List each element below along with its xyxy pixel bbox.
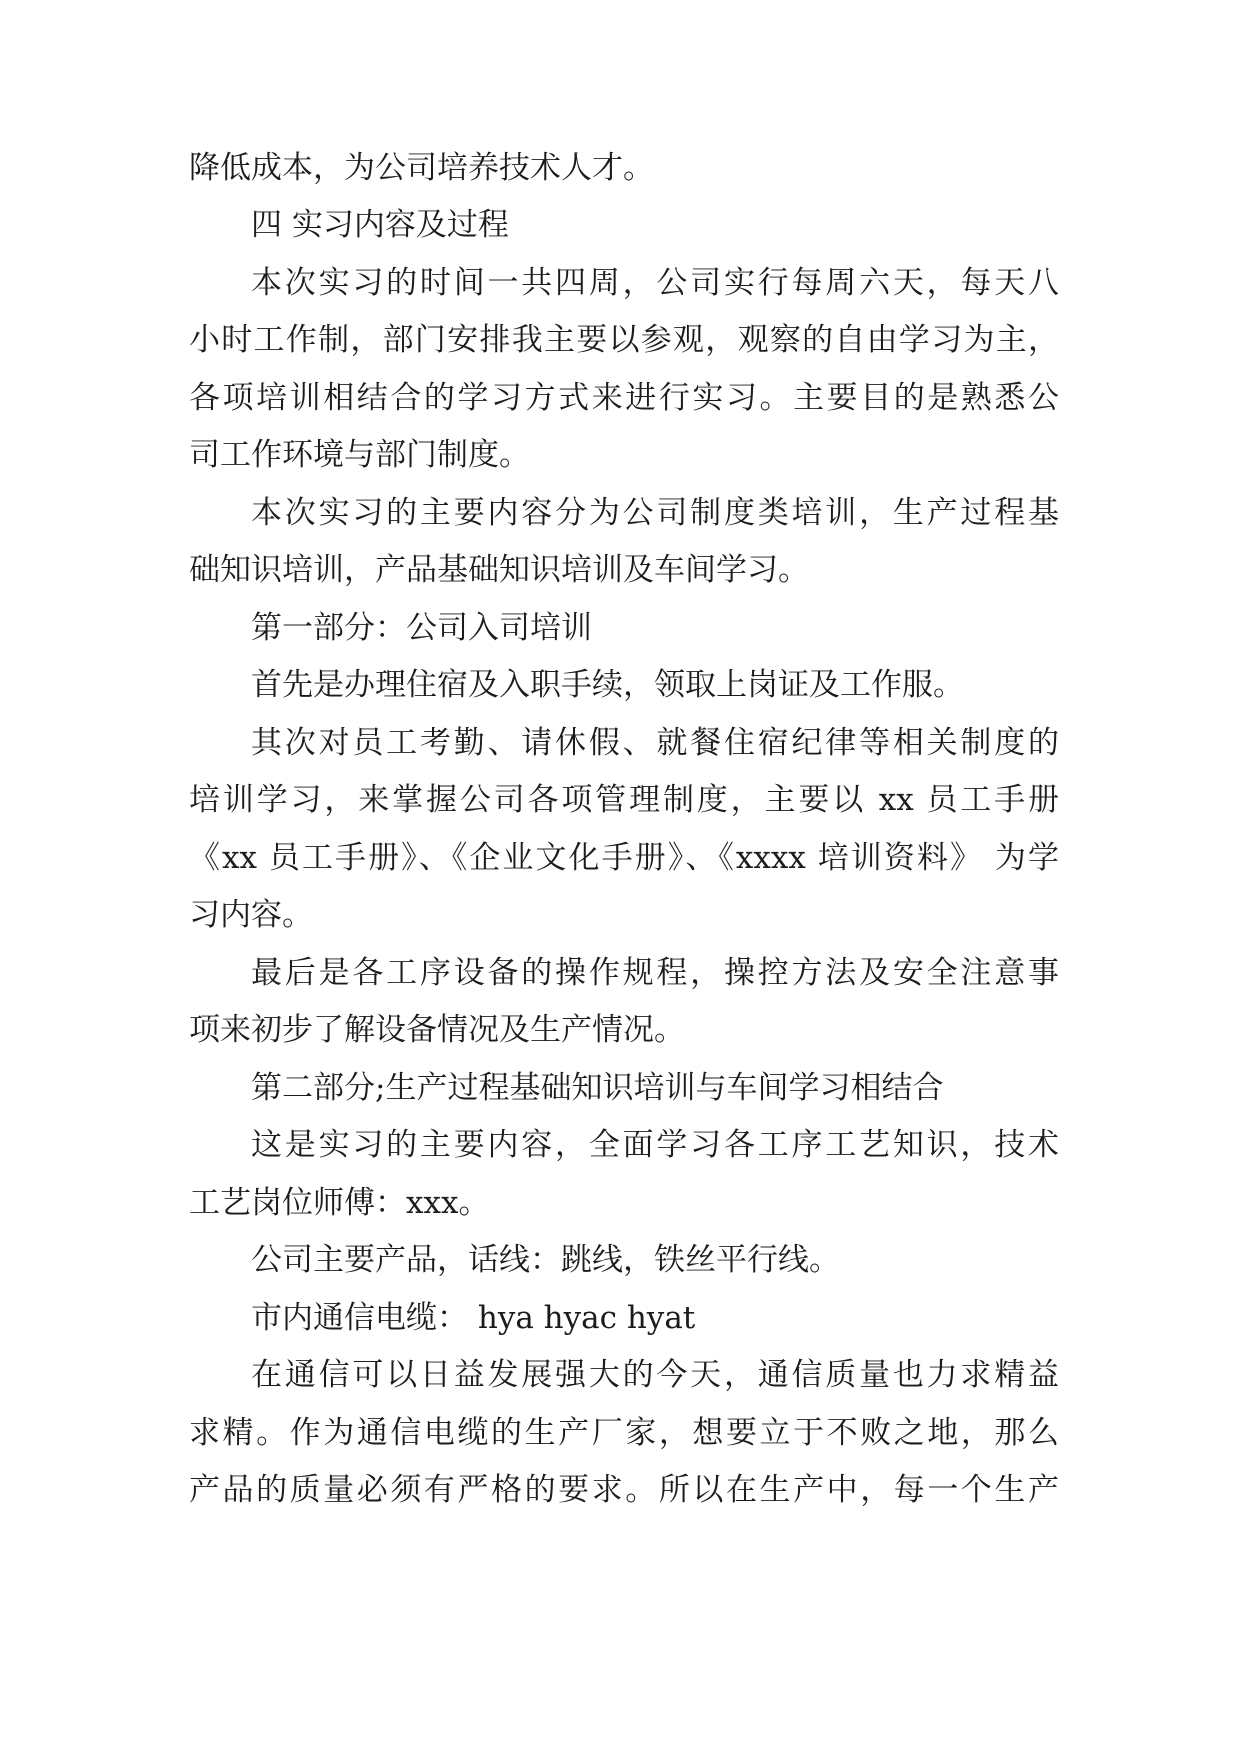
paragraph-line: 本次实习的主要内容分为公司制度类培训，生产过程基: [251, 495, 1059, 531]
paragraph-line: 项来初步了解设备情况及生产情况。: [189, 1012, 685, 1048]
paragraph-line: 《xx 员工手册》、《企业文化手册》、《xxxx 培训资料》 为学: [189, 840, 1059, 876]
paragraph-line: 工艺岗位师傅：xxx。: [189, 1185, 490, 1221]
section-heading: 第一部分：公司入司培训: [251, 610, 592, 646]
paragraph-line: 首先是办理住宿及入职手续，领取上岗证及工作服。: [251, 667, 964, 703]
paragraph-line: 司工作环境与部门制度。: [189, 437, 530, 473]
paragraph-line: 各项培训相结合的学习方式来进行实习。主要目的是熟悉公: [189, 380, 1059, 416]
paragraph-line: 公司主要产品，话线：跳线，铁丝平行线。: [251, 1242, 840, 1278]
paragraph-line: 求精。作为通信电缆的生产厂家，想要立于不败之地，那么: [189, 1415, 1059, 1451]
paragraph-line: 培训学习，来掌握公司各项管理制度，主要以 xx 员工手册: [189, 782, 1059, 818]
paragraph-line: 础知识培训，产品基础知识培训及车间学习。: [189, 552, 809, 588]
paragraph-line: 产品的质量必须有严格的要求。所以在生产中，每一个生产: [189, 1472, 1059, 1508]
paragraph-line: 在通信可以日益发展强大的今天，通信质量也力求精益: [251, 1357, 1059, 1393]
paragraph-line: 最后是各工序设备的操作规程，操控方法及安全注意事: [251, 955, 1059, 991]
paragraph-line: 其次对员工考勤、请休假、就餐住宿纪律等相关制度的: [251, 725, 1059, 761]
section-heading: 第二部分;生产过程基础知识培训与车间学习相结合: [251, 1070, 944, 1106]
paragraph-line: 这是实习的主要内容，全面学习各工序工艺知识，技术: [251, 1127, 1059, 1163]
paragraph-line: 降低成本，为公司培养技术人才。: [189, 150, 654, 186]
paragraph-line: 习内容。: [189, 897, 313, 933]
paragraph-line: 本次实习的时间一共四周，公司实行每周六天，每天八: [251, 265, 1059, 301]
paragraph-line: 小时工作制，部门安排我主要以参观，观察的自由学习为主，: [189, 322, 1059, 358]
paragraph-line: 市内通信电缆： hya hyac hyat: [251, 1300, 696, 1336]
section-heading: 四 实习内容及过程: [251, 207, 509, 243]
